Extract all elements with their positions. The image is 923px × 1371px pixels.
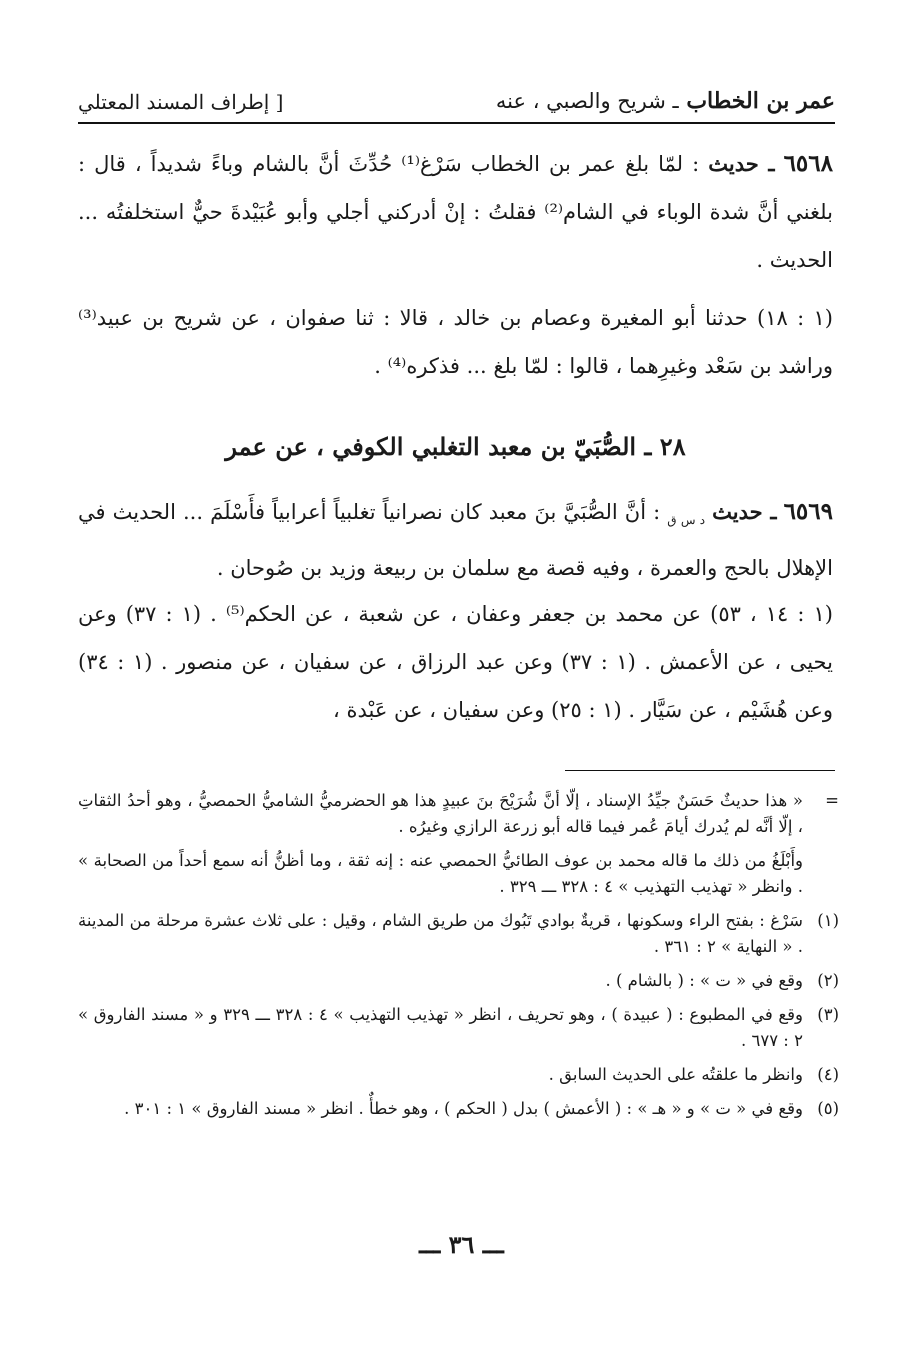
footnote-3	[78, 1002, 839, 1054]
footnote-text: وأَبْلَغُ من ذلك ما قاله محمد بن عوف الطائيُّ الحمصي عنه : إنه ثقة ، وما أظنُّ أنه سمع أحداً من الصحابة » . وانظر « تهذيب التهذيب » ٤ : ٣٢٨ ـــ ٣٢٩ .	[78, 851, 803, 896]
hadith-matn: : أنَّ الصُّبَيَّ بنَ معبد كان نصرانياً تغلبياً أعرابياً فأَسْلَمَ ... الحديث في الإهلال بالحج والعمرة ، وفيه قصة مع سلمان بن ربيعة وزيد بن صُوحان .	[78, 500, 833, 581]
footnote-text: وقع في « ت » : ( بالشام ) .	[605, 971, 803, 990]
footnote-2	[78, 968, 839, 994]
footnote-4	[78, 1062, 839, 1088]
footnote-1	[78, 908, 839, 960]
footnote-text: سَرْغ : بفتح الراء وسكونها ، قريةٌ بوادي تَبُوك من طريق الشام ، وقيل : على ثلاث عشرة مرحلة من المدينة . « النهاية » ٢ : ٣٦١ .	[78, 911, 803, 956]
page-number: ـــ ٣٦ ـــ	[419, 1230, 504, 1259]
section-heading: ٢٨ ـ الصُّبَيّ بن معبد التغلبي الكوفي ، عن عمر	[225, 432, 686, 461]
footnote-text: وانظر ما علقتُه على الحديث السابق .	[548, 1065, 803, 1084]
footnote-marker: =	[825, 791, 839, 810]
footnote-text: وقع في المطبوع : ( عبيدة ) ، وهو تحريف ، انظر « تهذيب التهذيب » ٤ : ٣٢٨ ـــ ٣٢٩ و « مسند الفاروق » ٢ : ٦٧٧ .	[78, 1005, 803, 1050]
header-subtitle: ـ شريح والصبي ، عنه	[495, 89, 679, 113]
footnote-marker: (١)	[817, 911, 839, 930]
hadith-6568-text	[78, 140, 833, 284]
hadith-6569-isnad: (١ : ١٤ ، ٥٣) عن محمد بن جعفر وعفان ، عن شعبة ، عن الحكم⁽⁵⁾ . (١ : ٣٧) وعن يحيى ، عن الأعمش . (١ : ٣٧) وعن عبد الرزاق ، عن سفيان ، عن منصور . (١ : ٣٤) وعن هُشَيْم ، عن سَيَّار . (١ : ٢٥) وعن سفيان ، عن عَبْدة ،	[78, 602, 833, 722]
header-title	[496, 88, 835, 114]
footnote-5	[78, 1096, 839, 1122]
footnote-marker: (٢)	[817, 971, 839, 990]
hadith-number: ٦٥٦٩	[783, 498, 833, 525]
hadith-label: ـ حديث	[708, 151, 775, 176]
hadith-6568-isnad: (١ : ١٨) حدثنا أبو المغيرة وعصام بن خالد ، قالا : ثنا صفوان ، عن شريح بن عبيد⁽³⁾ وراشد بن سَعْد وغيرِهما ، قالوا : لمّا بلغ ... فذكره⁽⁴⁾ .	[78, 306, 833, 378]
header-book-title: [ إطراف المسند المعتلي	[78, 90, 284, 114]
header-divider	[78, 122, 835, 124]
footnotes	[78, 788, 839, 1130]
hadith-symbols: د س ق	[667, 513, 706, 528]
footnote-marker: (٥)	[817, 1099, 839, 1118]
footnote-continuation-2	[78, 848, 839, 900]
footnote-continuation	[78, 788, 839, 840]
footnote-marker: (٤)	[817, 1065, 839, 1084]
header-title-main: عمر بن الخطاب	[686, 88, 835, 114]
footnote-text: « هذا حديثٌ حَسَنٌ جيِّدُ الإسناد ، إلّا أنَّ شُرَيْحَ بنَ عبيدٍ هذا هو الحضرميُّ الشاميُّ الحمصيُّ ، وهو أحدُ الثقاتِ ، إلّا أنَّه لم يُدرك أيامَ عُمر فيما قاله أبو زرعة الرازي وغيرُه .	[78, 791, 803, 836]
hadith-6569-text	[78, 488, 833, 592]
footnote-marker: (٣)	[817, 1005, 839, 1024]
hadith-number: ٦٥٦٨	[783, 150, 833, 177]
footnote-text: وقع في « ت » و « هـ » : ( الأعمش ) بدل ( الحكم ) ، وهو خطأٌ . انظر « مسند الفاروق » ١ : ٣٠١ .	[124, 1099, 803, 1118]
running-header	[78, 78, 835, 118]
hadith-label: ـ حديث	[712, 499, 777, 524]
hadith-matn: : لمّا بلغ عمر بن الخطاب سَرْغ⁽¹⁾ حُدِّثَ أنَّ بالشام وباءً شديداً ، قال : بلغني أنَّ شدة الوباء في الشام⁽²⁾ فقلتُ : إنْ أدركني أجلي وأبو عُبَيْدةَ حيٌّ استخلفتُه ... الحديث .	[78, 152, 833, 272]
footnote-divider	[565, 770, 835, 771]
